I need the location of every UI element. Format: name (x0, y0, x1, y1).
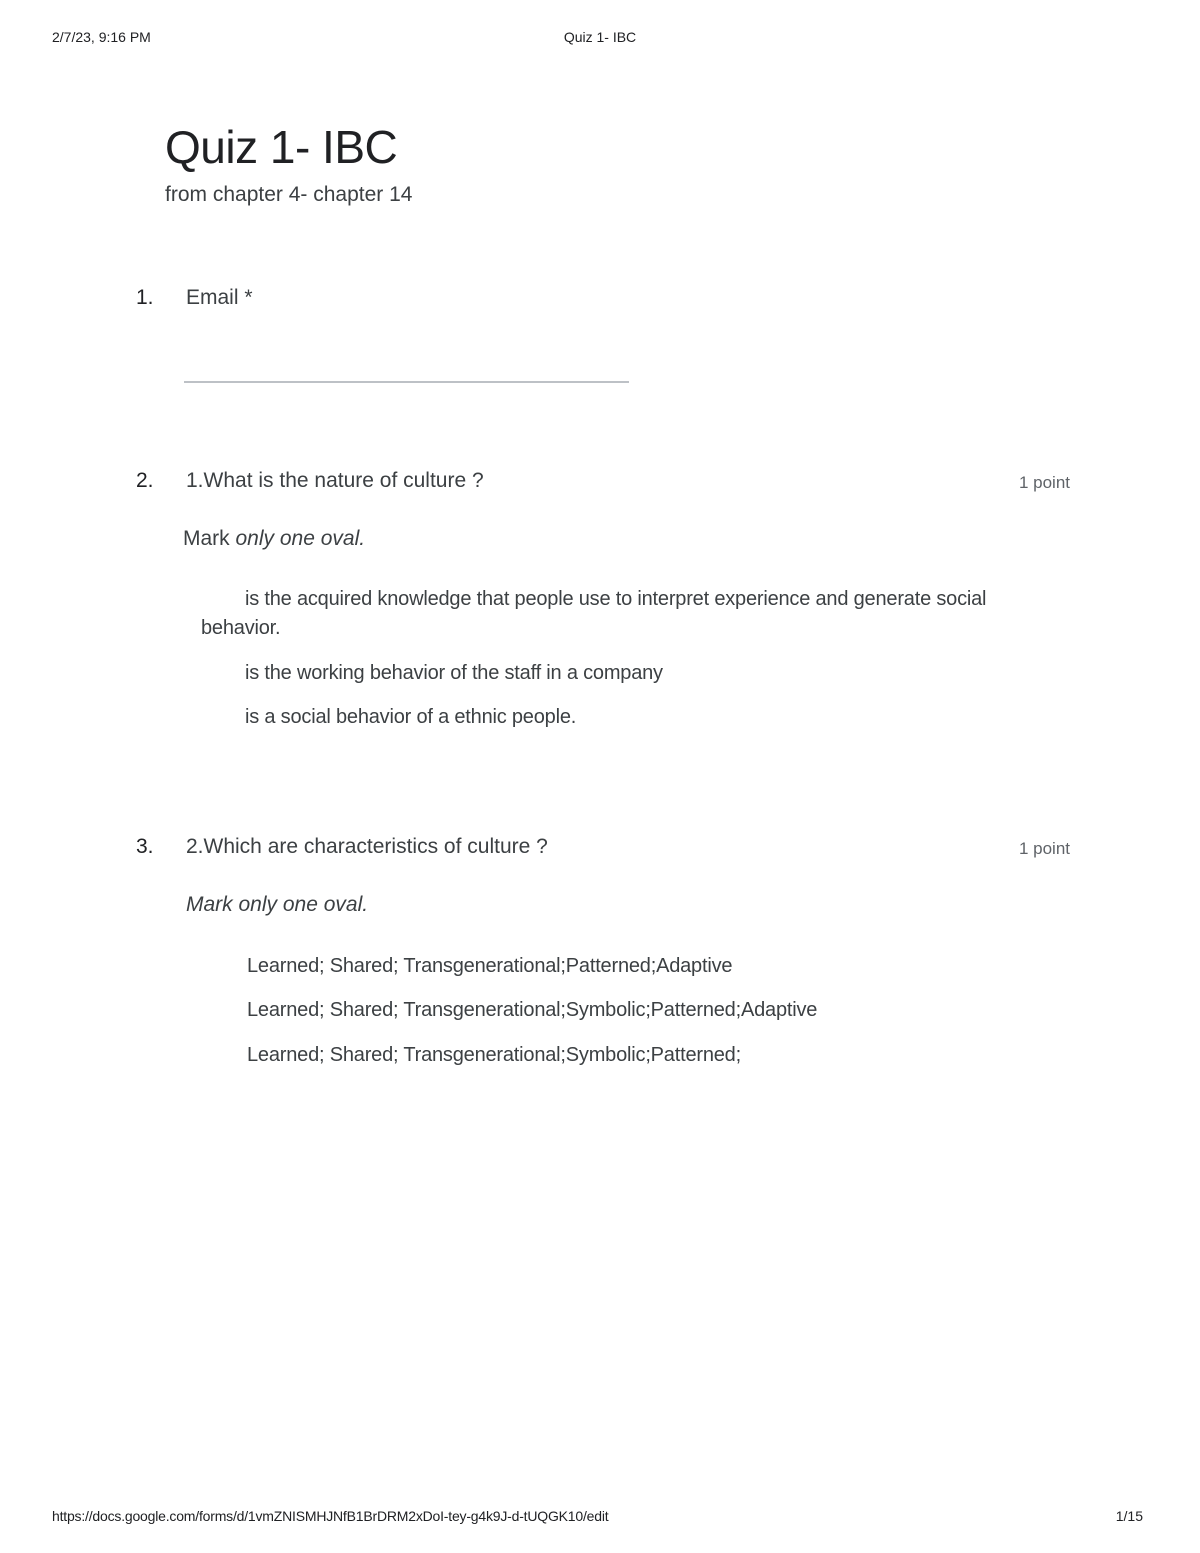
question-number: 3. (136, 835, 154, 858)
question-points: 1 point (1018, 839, 1070, 858)
print-page-number: 1/15 (1115, 1508, 1143, 1524)
print-datetime: 2/7/23, 9:16 PM (52, 29, 151, 45)
option-choice[interactable]: is the working behavior of the staff in a company (245, 662, 663, 684)
option-choice[interactable]: is a social behavior of a ethnic people. (245, 706, 577, 728)
question-title: Email * (186, 286, 253, 309)
email-answer-field[interactable] (184, 381, 629, 383)
question-number: 2. (136, 469, 154, 492)
question-points: 1 point (1018, 473, 1070, 492)
question-title: 1.What is the nature of culture ? (186, 469, 484, 492)
option-choice[interactable]: Learned; Shared; Transgenerational;Symbolic;Patterned; (247, 1044, 741, 1066)
option-choice[interactable]: Learned; Shared; Transgenerational;Patterned;Adaptive (247, 955, 733, 977)
question-instruction (183, 527, 365, 551)
option-choice[interactable]: Learned; Shared; Transgenerational;Symbolic;Patterned;Adaptive (247, 999, 818, 1021)
print-doc-title: Quiz 1- IBC (563, 29, 637, 45)
print-url: https://docs.google.com/forms/d/1vmZNISMHJNfB1BrDRM2xDoI-tey-g4k9J-d-tUQGK10/edit (52, 1508, 609, 1524)
question-instruction (186, 893, 368, 917)
question-title: 2.Which are characteristics of culture ? (186, 835, 548, 858)
option-choice[interactable]: is the acquired knowledge that people use to interpret experience and generate social behavior. (201, 588, 987, 639)
form-description: from chapter 4- chapter 14 (165, 183, 413, 206)
instruction-emphasis: Mark only one oval. (186, 893, 369, 916)
question-number: 1. (136, 286, 154, 309)
form-title: Quiz 1- IBC (165, 121, 398, 173)
instruction-prefix: Mark (183, 527, 236, 550)
instruction-emphasis: only one oval. (235, 527, 366, 550)
